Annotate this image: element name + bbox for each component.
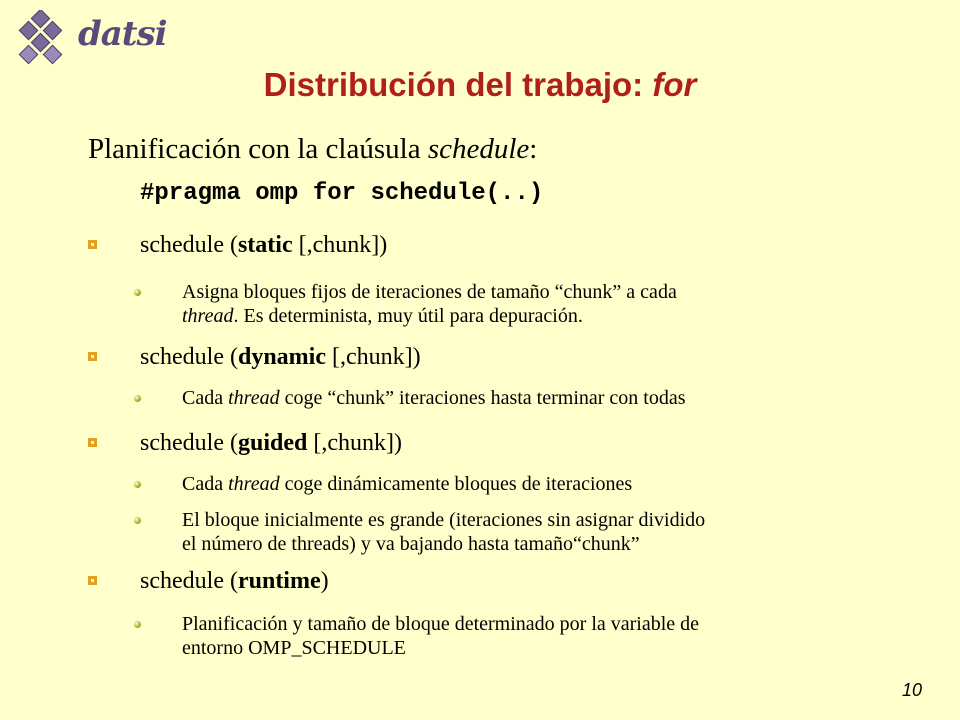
intro-colon: : [529,133,538,165]
datsi-logo [14,10,167,66]
text-line [182,386,686,410]
logo-text: datsi [78,14,167,54]
text-run: . Es determinista, muy útil para depuración. [233,305,583,327]
slide-title [0,66,960,104]
title-main: Distribución del trabajo: [263,66,653,103]
schedule-kind: runtime [237,568,321,594]
round-bullet-icon [134,481,141,488]
round-bullet-icon [134,517,141,524]
text-run: el número de threads) y va bajando hasta tamaño“chunk” [182,533,640,555]
schedule-suffix: [,chunk]) [292,232,388,258]
schedule-kind: dynamic [237,344,326,370]
schedule-kind: static [237,232,293,258]
schedule-suffix: [,chunk]) [307,430,402,456]
text-run: El bloque inicialmente es grande (iteraciones sin asignar dividido [182,509,706,531]
schedule-prefix: schedule ( [140,344,238,370]
pragma-code: #pragma omp for schedule(..) [140,180,544,207]
round-bullet-icon [134,289,141,296]
sub-bullet-text [182,280,677,328]
sub-bullet-text [182,472,632,496]
square-bullet-icon [88,240,97,249]
text-run: Planificación y tamaño de bloque determinado por la variable de [182,613,700,635]
text-line [182,472,632,496]
text-run: Cada [182,387,229,409]
round-bullet-icon [134,395,141,402]
text-run: coge “chunk” iteraciones hasta terminar con todas [279,387,686,409]
text-line [182,532,705,556]
schedule-prefix: schedule ( [140,568,238,594]
page-number: 10 [901,680,922,700]
sub-bullet-text [182,508,705,556]
schedule-item-text [140,344,421,371]
italic-run: thread [228,387,280,409]
intro-line [88,133,537,166]
schedule-prefix: schedule ( [140,232,238,258]
text-line [182,280,677,304]
sub-bullet-text [182,612,699,660]
title-italic: for [652,66,697,103]
square-bullet-icon [88,352,97,361]
square-bullet-icon [88,438,97,447]
schedule-item-text [140,430,402,457]
schedule-prefix: schedule ( [140,430,238,456]
intro-text: Planificación con la claúsula [88,133,428,165]
sub-bullet-text [182,386,686,410]
round-bullet-icon [134,621,141,628]
text-line [182,304,677,328]
text-line [182,612,699,636]
text-run: entorno OMP_SCHEDULE [182,637,406,659]
schedule-item-text [140,568,329,595]
italic-run: thread [228,473,280,495]
text-line [182,636,699,660]
square-bullet-icon [88,576,97,585]
intro-italic: schedule [427,133,530,165]
text-run: Cada [182,473,229,495]
text-run: Asigna bloques fijos de iteraciones de tamaño “chunk” a cada [182,281,677,303]
text-run: coge dinámicamente bloques de iteraciones [279,473,633,495]
schedule-suffix: ) [320,568,329,594]
italic-run: thread [182,305,234,327]
text-line [182,508,705,532]
schedule-kind: guided [237,430,308,456]
diamond-grid-icon [14,10,74,66]
schedule-suffix: [,chunk]) [325,344,421,370]
schedule-item-text [140,232,387,259]
